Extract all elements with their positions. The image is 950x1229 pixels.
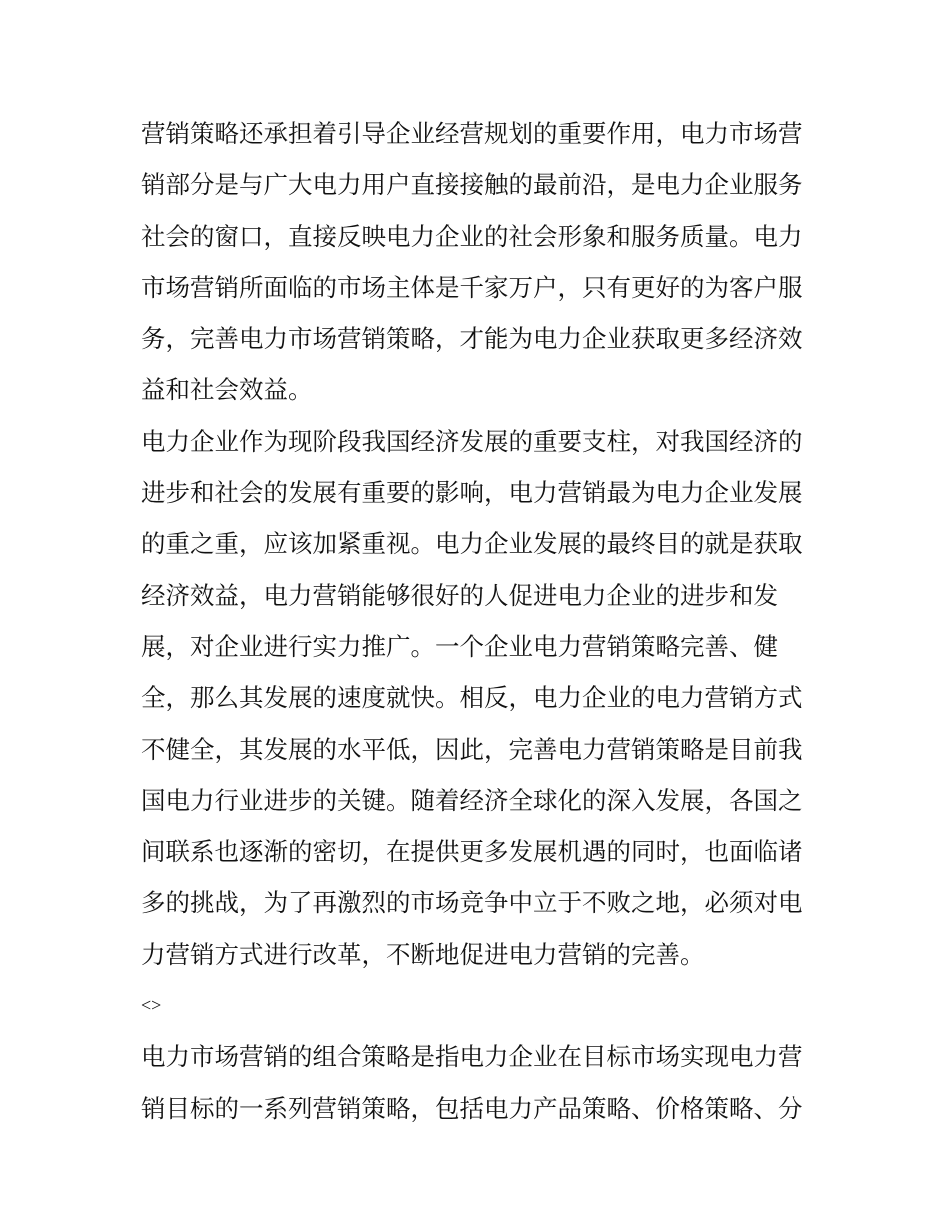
- text-line: 展，对企业进行实力推广。一个企业电力营销策略完善、健: [141, 631, 778, 661]
- text-line: 经济效益，电力营销能够很好的人促进电力企业的进步和发: [141, 580, 778, 610]
- text-line: 电力市场营销的组合策略是指电力企业在目标市场实现电力营: [141, 1042, 803, 1072]
- text-line: 不健全，其发展的水平低，因此，完善电力营销策略是目前我: [141, 734, 803, 764]
- text-line: 多的挑战，为了再激烈的市场竞争中立于不败之地，必须对电: [141, 888, 803, 918]
- text-line: 销部分是与广大电力用户直接接触的最前沿，是电力企业服务: [141, 170, 803, 200]
- text-line: 的重之重，应该加紧重视。电力企业发展的最终目的就是获取: [141, 529, 803, 559]
- text-line: 务，完善电力市场营销策略，才能为电力企业获取更多经济效: [141, 324, 803, 354]
- text-line: 市场营销所面临的市场主体是千家万户，只有更好的为客户服: [141, 272, 803, 302]
- section-marker: <>: [141, 995, 162, 1016]
- text-line: 社会的窗口，直接反映电力企业的社会形象和服务质量。电力: [141, 221, 803, 251]
- text-line: 益和社会效益。: [141, 375, 313, 405]
- text-line: 力营销方式进行改革，不断地促进电力营销的完善。: [141, 939, 705, 969]
- body-text: [141, 108, 821, 1134]
- text-line: 进步和社会的发展有重要的影响，电力营销最为电力企业发展: [141, 478, 803, 508]
- text-line: 间联系也逐渐的密切，在提供更多发展机遇的同时，也面临诸: [141, 837, 803, 867]
- text-line: 销目标的一系列营销策略，包括电力产品策略、价格策略、分: [141, 1093, 803, 1123]
- text-line: 国电力行业进步的关键。随着经济全球化的深入发展，各国之: [141, 785, 803, 815]
- text-line: 电力企业作为现阶段我国经济发展的重要支柱，对我国经济的: [141, 426, 803, 456]
- text-line: 营销策略还承担着引导企业经营规划的重要作用，电力市场营: [141, 119, 803, 148]
- text-line: 全，那么其发展的速度就快。相反，电力企业的电力营销方式: [141, 683, 803, 713]
